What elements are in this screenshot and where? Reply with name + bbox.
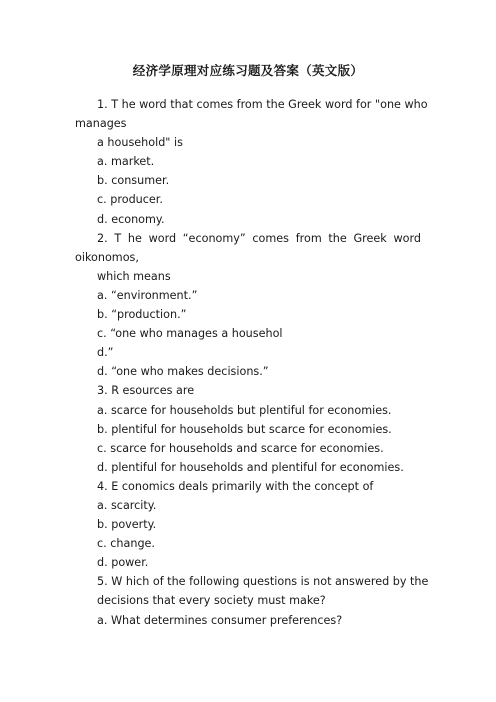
text-line: d. power. [97,556,149,570]
document-title: 经济学原理对应练习题及答案（英文版） [132,63,364,78]
text-line: b. consumer. [97,174,170,188]
text-line: a household" is [97,136,183,150]
text-line: decisions that every society must make? [97,594,326,608]
text-line: c. “one who manages a househol [97,327,283,341]
text-line: 4. E conomics deals primarily with the concept of [97,479,374,493]
text-line: a. scarcity. [97,498,157,512]
word: 2. [97,231,108,245]
word: Greek [353,231,387,245]
text-line: b. poverty. [97,518,157,532]
text-line: b. “production.” [97,308,187,322]
text-line: d.” [97,346,114,360]
text-line: d. economy. [97,212,165,226]
text-line: which means [97,269,171,283]
text-line: a. What determines consumer preferences? [97,613,343,627]
word: “economy” [182,231,246,245]
word: from [295,231,322,245]
text-line: c. change. [97,537,155,551]
text-line: 1. T he word that comes from the Greek word for "one who [97,98,428,111]
text-line-justified [75,229,421,248]
document-body [75,95,429,630]
text-line: c. producer. [97,193,163,207]
text-line: 3. R esources are [97,384,195,398]
word: word [148,231,177,245]
word: T [114,231,122,245]
text-line: a. “environment.” [97,288,198,302]
text-line: b. plentiful for households but scarce for economies. [97,422,392,436]
word: word [393,231,421,245]
text-line: 5. W hich of the following questions is not answered by the [97,575,429,589]
text-line: a. market. [97,155,155,169]
word: comes [252,231,289,245]
text-line: d. “one who makes decisions.” [97,365,269,379]
text-line: manages [75,117,127,131]
word: he [127,231,142,245]
text-line: c. scarce for households and scarce for economies. [97,441,384,455]
text-line: a. scarce for households but plentiful for economies. [97,403,392,417]
word: the [328,231,347,245]
text-line: d. plentiful for households and plentiful for economies. [97,460,404,474]
text-line: oikonomos, [75,250,139,264]
